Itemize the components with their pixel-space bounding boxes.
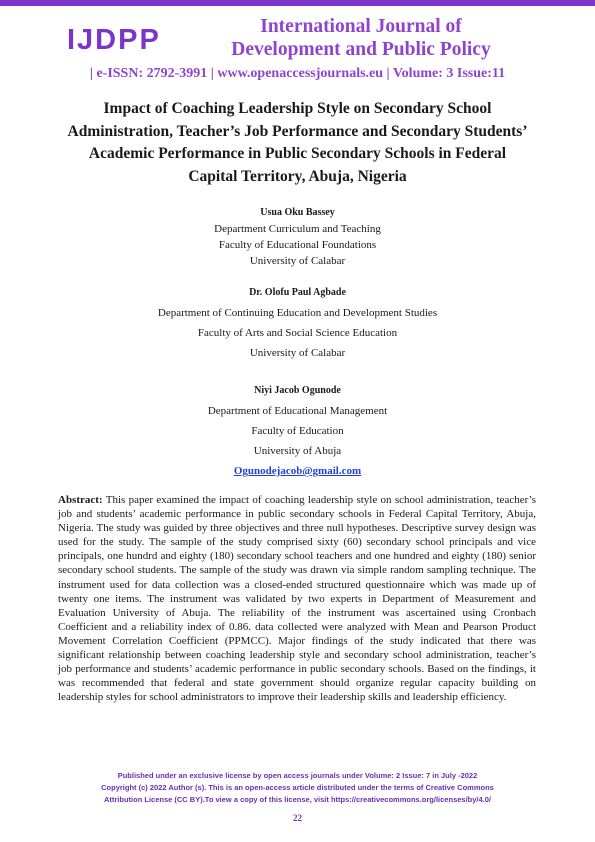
- paper-title-line: Administration, Teacher’s Job Performance and Secondary Students’: [67, 122, 528, 140]
- footer-line: Copyright (c) 2022 Author (s). This is an open-access article distributed under the terms of Creative Commons: [101, 783, 494, 792]
- paper-title-line: Academic Performance in Public Secondary Schools in Federal: [88, 145, 507, 162]
- author-name: Niyi Jacob Ogunode: [254, 385, 341, 396]
- journal-logo: IJDPP: [67, 24, 161, 56]
- affiliation-line: Faculty of Arts and Social Science Education: [197, 327, 398, 339]
- affiliation-line: Department of Educational Management: [207, 405, 388, 417]
- journal-title: [196, 15, 526, 61]
- author-name: Dr. Olofu Paul Agbade: [249, 287, 346, 298]
- affiliation-line: Faculty of Educational Foundations: [218, 239, 377, 251]
- affiliation-line: Department of Continuing Education and Development Studies: [157, 307, 438, 319]
- author-block: [0, 283, 595, 363]
- journal-meta-line: | e-ISSN: 2792-3991 | www.openaccessjournals.eu | Volume: 3 Issue:11: [89, 66, 506, 81]
- abstract-label: Abstract:: [58, 494, 103, 506]
- page-number: 22: [293, 813, 302, 823]
- affiliation-line: Faculty of Education: [251, 425, 344, 437]
- author-email-link[interactable]: Ogunodejacob@gmail.com: [233, 465, 362, 477]
- abstract: [58, 493, 536, 704]
- author-block: [0, 205, 595, 269]
- license-footer: [40, 770, 555, 806]
- journal-title-line: Development and Public Policy: [231, 39, 491, 60]
- author-name: Usua Oku Bassey: [260, 207, 335, 218]
- affiliation-line: University of Calabar: [249, 347, 346, 359]
- footer-line: Published under an exclusive license by open access journals under Volume: 2 Issue: 7 in July -2022: [117, 771, 478, 780]
- journal-title-line: International Journal of: [260, 16, 462, 37]
- abstract-text: This paper examined the impact of coaching leadership style on school administration, teacher’s job and students’ academic performance in public secondary schools in Federal Capital Territory, Abuja, Nigeria. The study was guided by three objectives and three null hypotheses. Descriptive survey design was used for the study. The sample of the study comprised sixty (60) secondary school principals and vice principals, one hundrd and eighty (180) secondary school teachers and one hundred and eighty (180) senior secondary school students. The sample of the study was drawn via simple random sampling technique. The instrument used for data collection was a closed-ended structured questionnaire which was made up of twenty one items. The instrument was validated by two experts in Department of Measurement and Evaluation University of Abuja. The reliability of the instrument was ascertained using Cronbach Coefficient and a reliability index of 0.86. data collected were analyzed with Mean and Pearson Product Movement Correlation Coefficient (PPMCC). Major findings of the study indicated that there was significant relationship between coaching leadership style and secondary school administration, teacher’s job performance and students’ academic performance in public secondary schools. Based on the findings, it was recommended that federal and state government should organize regular capacity building on leadership styles for school administrators to improve their leadership skills and leadership efficiency.: [58, 494, 536, 704]
- paper-title-line: Impact of Coaching Leadership Style on Secondary School: [103, 100, 492, 117]
- author-block: [0, 381, 595, 481]
- header-accent-bar: [0, 0, 595, 6]
- affiliation-line: University of Calabar: [249, 255, 346, 267]
- affiliation-line: Department Curriculum and Teaching: [214, 223, 381, 235]
- affiliation-line: University of Abuja: [253, 445, 342, 457]
- paper-title-line: Capital Territory, Abuja, Nigeria: [188, 167, 407, 185]
- footer-line: Attribution License (CC BY).To view a copy of this license, visit https://creativecommons.org/licenses/by/4.0/: [103, 795, 492, 804]
- paper-title: [40, 98, 555, 188]
